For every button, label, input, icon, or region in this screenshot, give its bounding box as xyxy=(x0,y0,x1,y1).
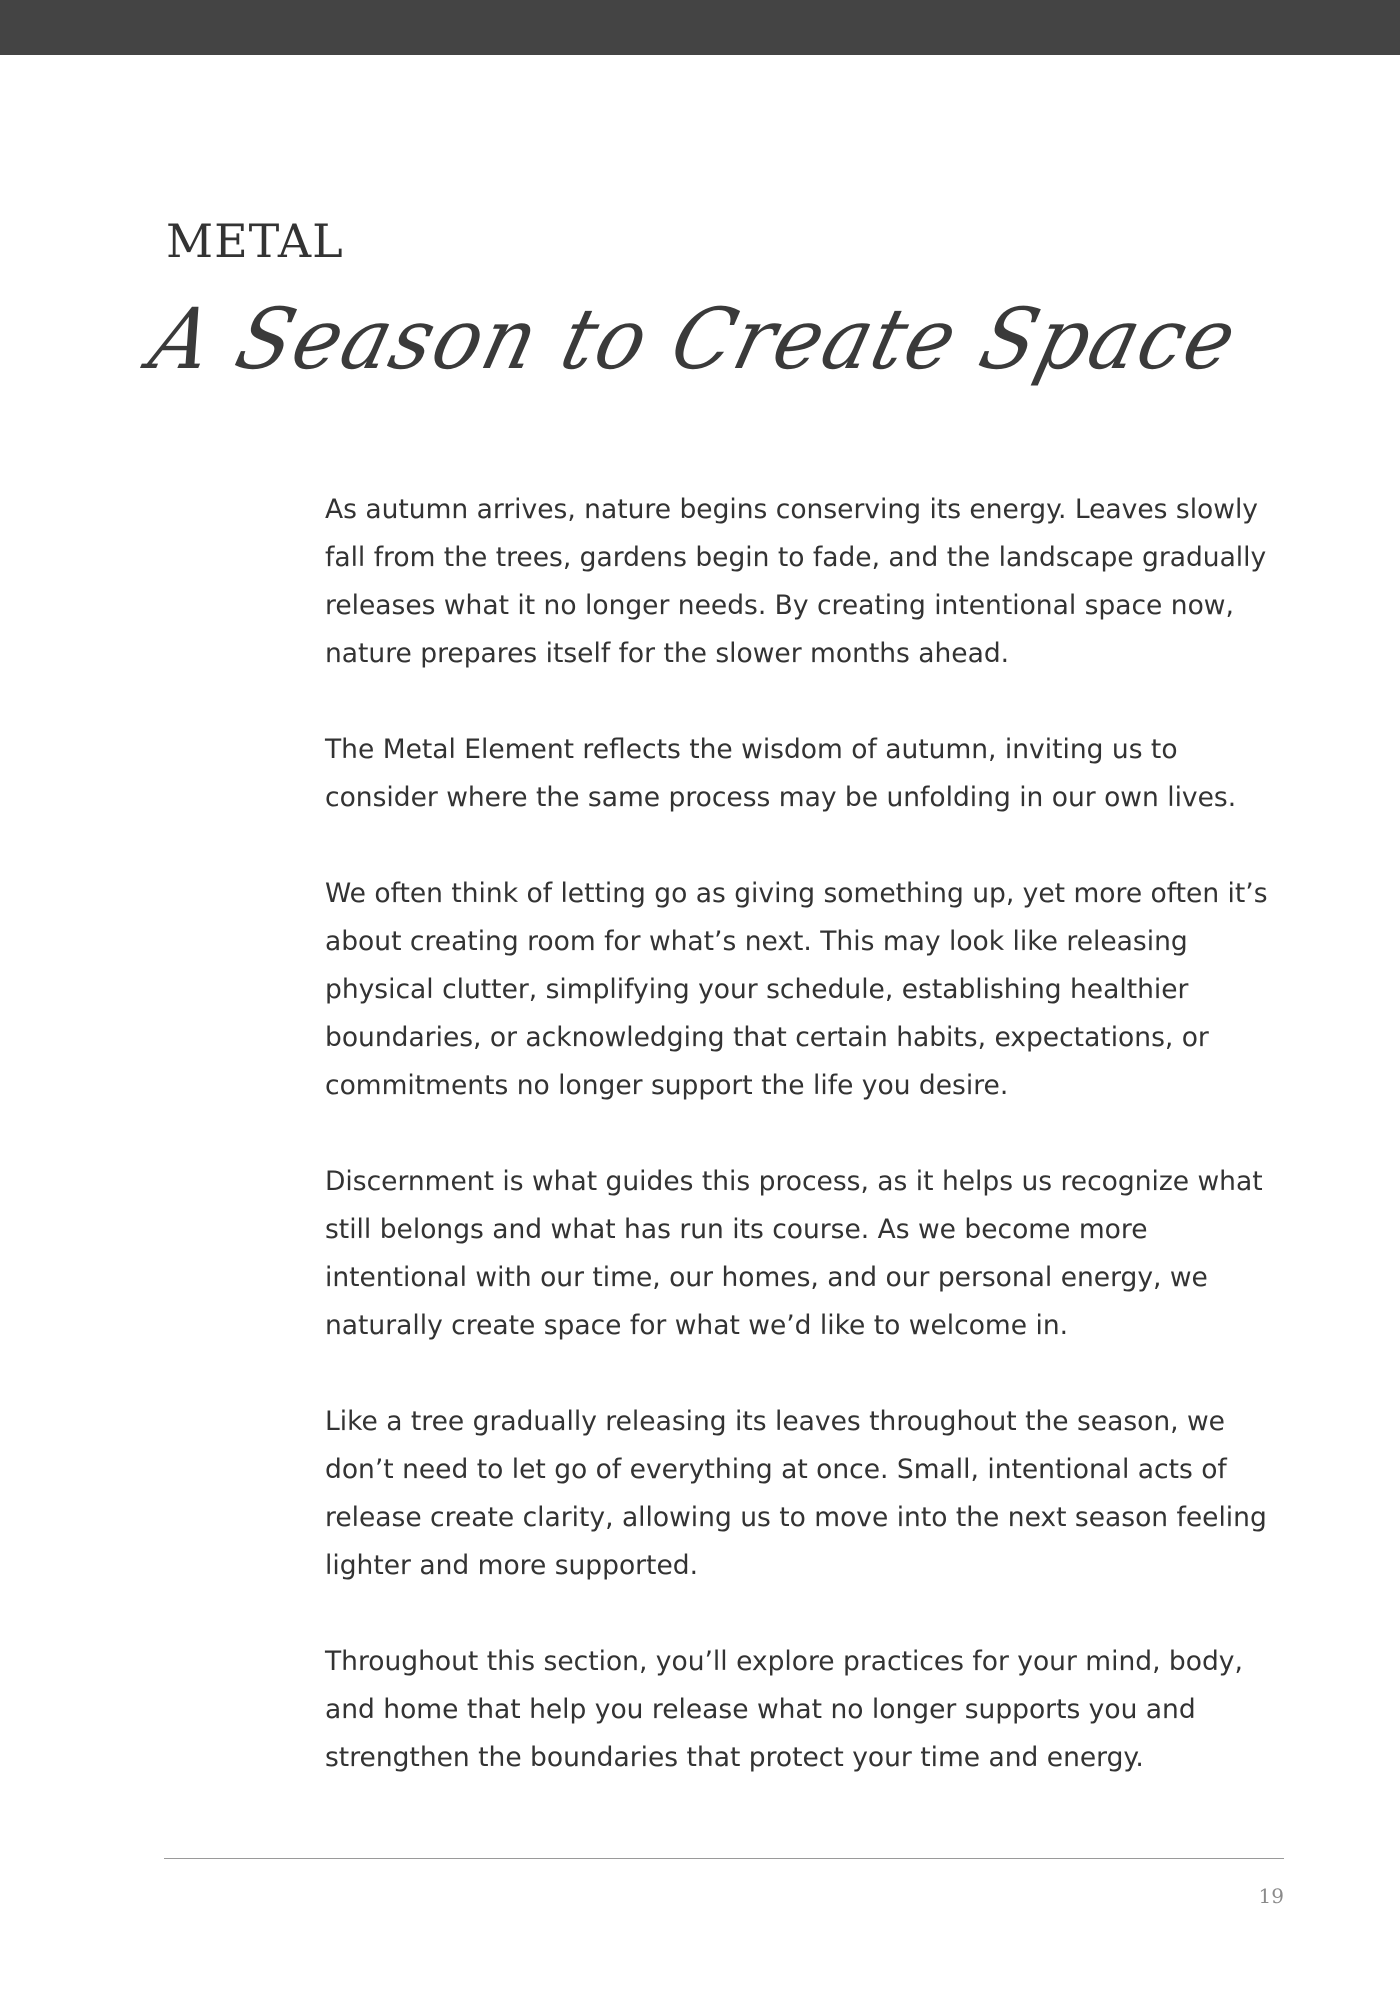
paragraph-5: Like a tree gradually releasing its leaves throughout the season, we don’t need to let go of everything at once. Small, intentional acts of release create clarity, allowing us to move into the next season feeling lighter and more supported. xyxy=(325,1406,1267,1581)
page-number: 19 xyxy=(1258,1884,1284,1908)
footer-divider xyxy=(164,1858,1284,1859)
paragraph-6: Throughout this section, you’ll explore practices for your mind, body, and home that help you release what no longer supports you and strengthen the boundaries that protect your time and energy. xyxy=(325,1646,1243,1773)
paragraph-1: As autumn arrives, nature begins conserving its energy. Leaves slowly fall from the trees, gardens begin to fade, and the landscape gradually releases what it no longer needs. By creating intentional space now, nature prepares itself for the slower months ahead. xyxy=(325,494,1267,669)
paragraph-3: We often think of letting go as giving something up, yet more often it’s about creating room for what’s next. This may look like releasing physical clutter, simplifying your schedule, establishing healthier boundaries, or acknowledging that certain habits, expectations, or commitments no longer support the life you desire. xyxy=(325,878,1268,1101)
script-title: A Season to Create Space xyxy=(141,290,1248,388)
body-text xyxy=(325,486,1290,1830)
top-bar xyxy=(0,0,1400,55)
section-eyebrow: METAL xyxy=(166,214,344,268)
paragraph-4: Discernment is what guides this process, as it helps us recognize what still belongs and what has run its course. As we become more intentional with our time, our homes, and our personal energy, we naturally create space for what we’d like to welcome in. xyxy=(325,1166,1263,1341)
paragraph-2: The Metal Element reflects the wisdom of autumn, inviting us to consider where the same process may be unfolding in our own lives. xyxy=(325,734,1237,813)
